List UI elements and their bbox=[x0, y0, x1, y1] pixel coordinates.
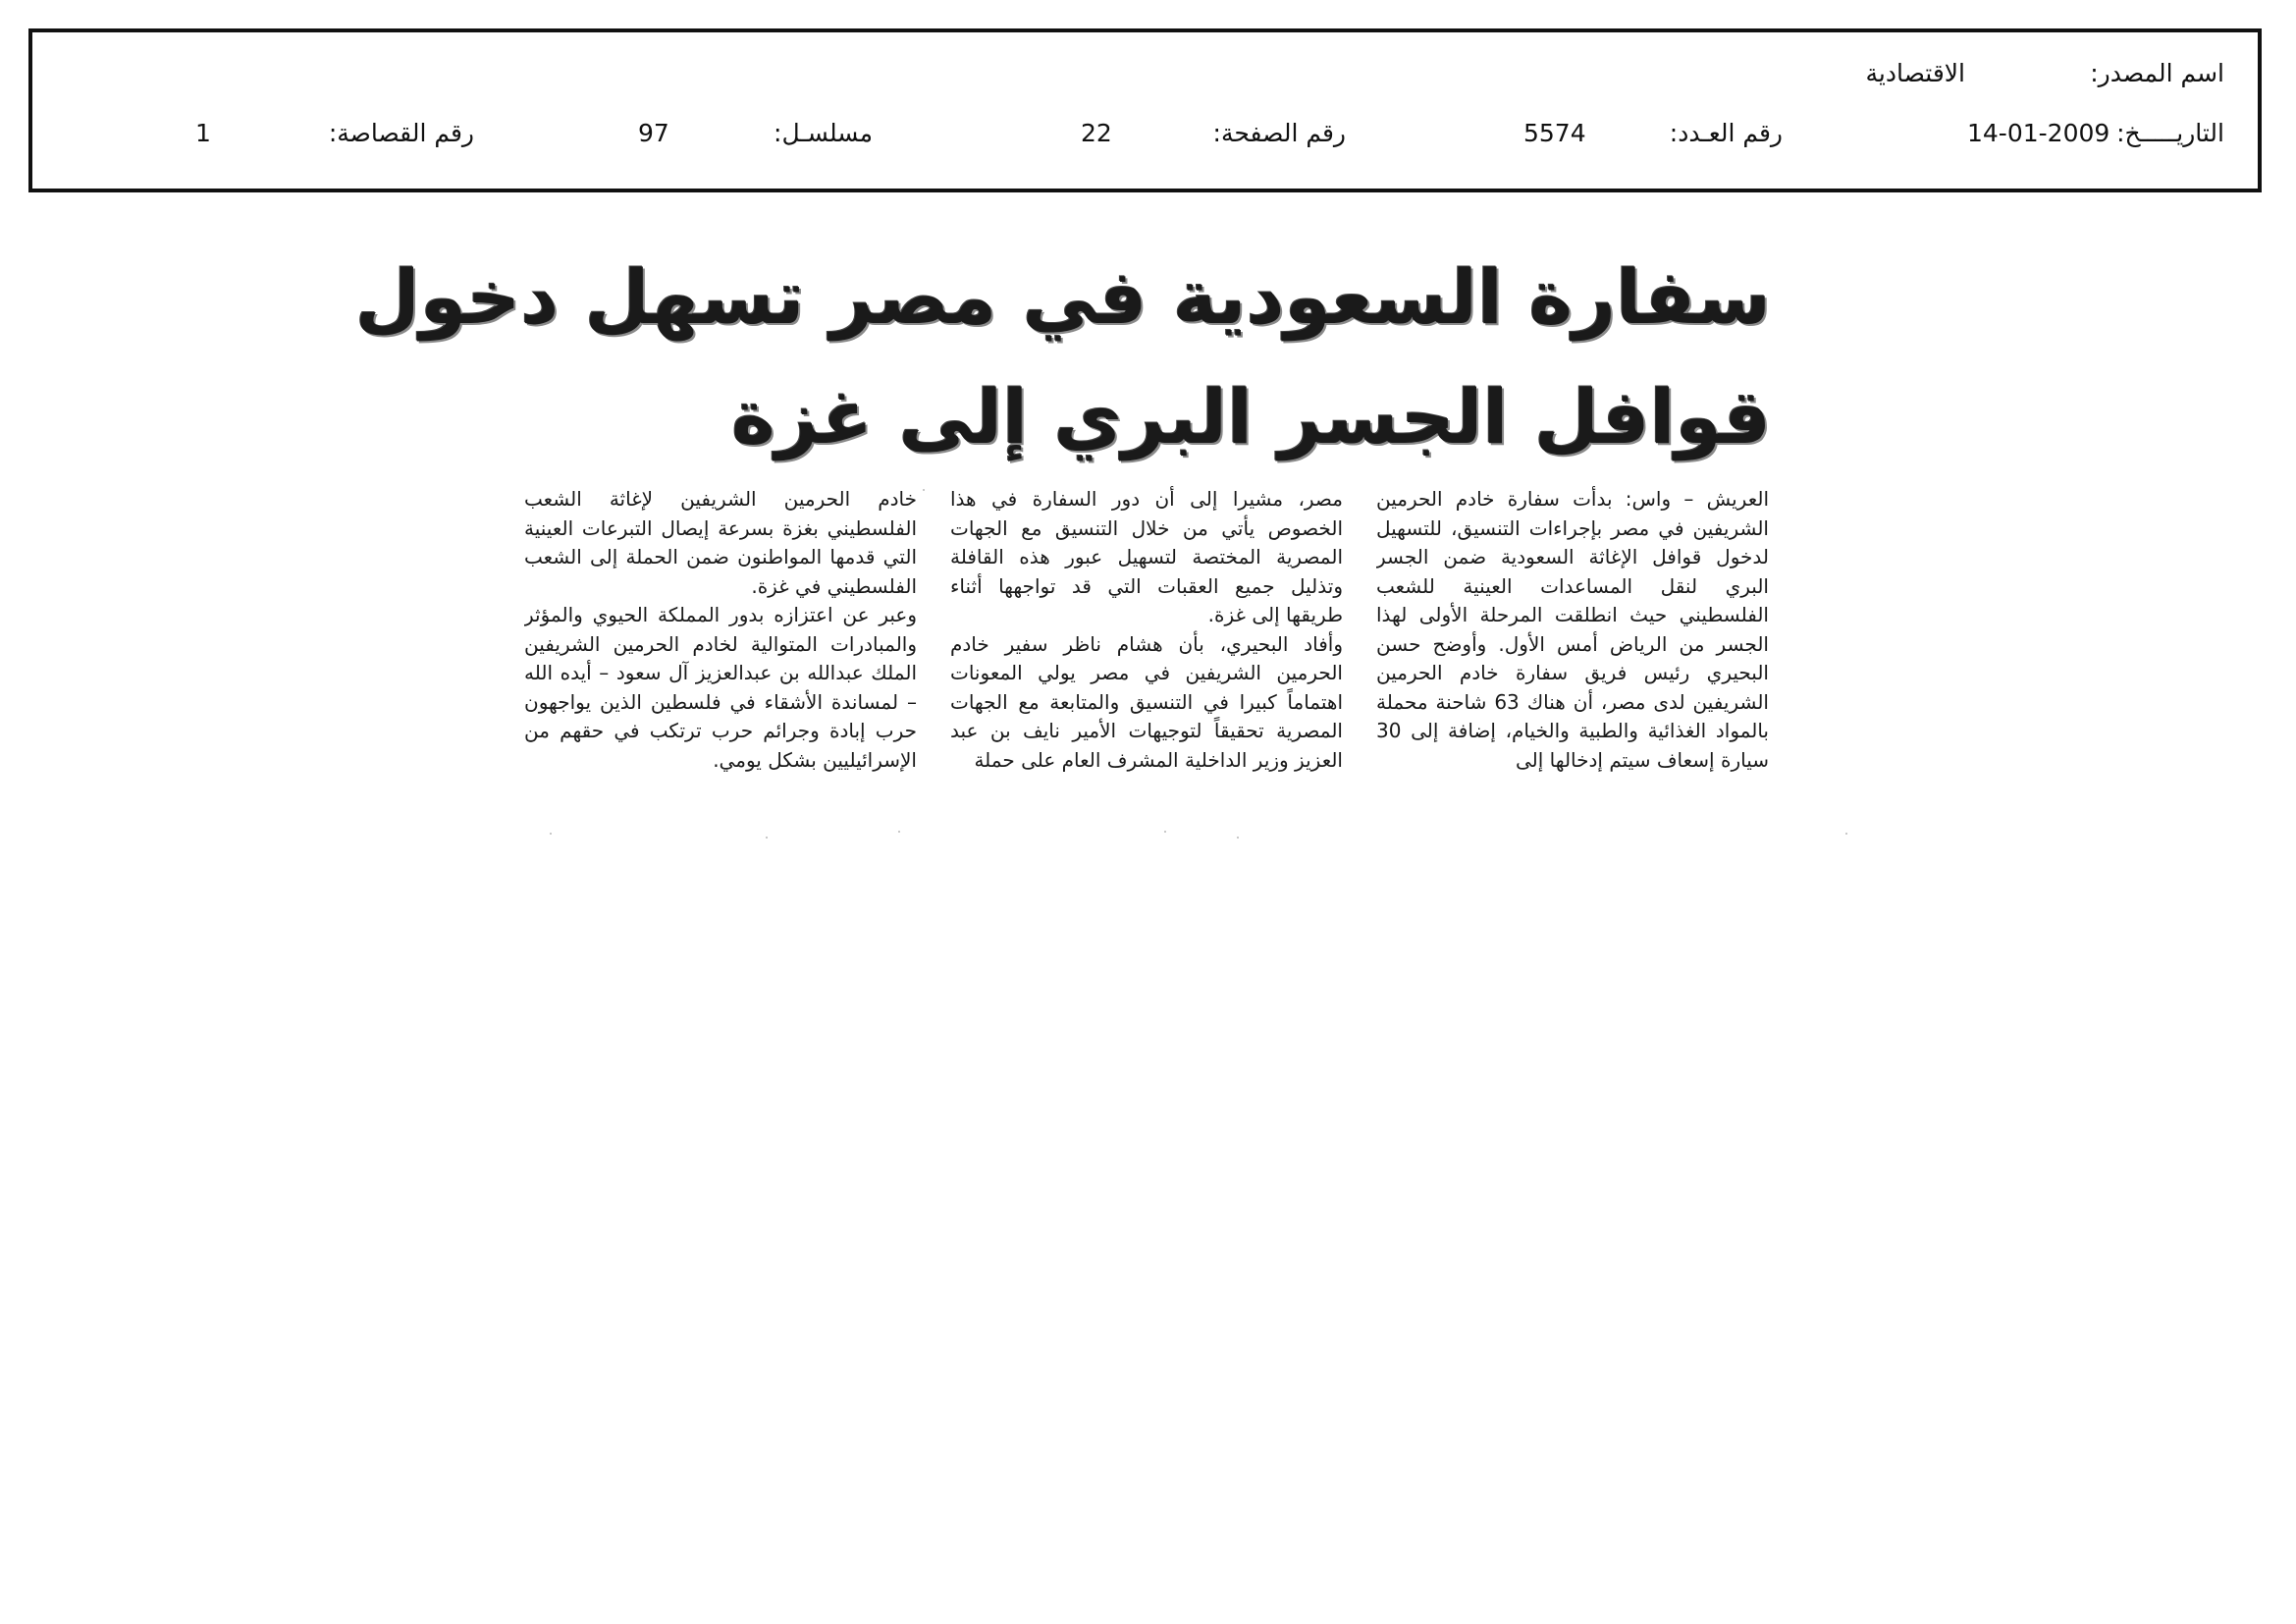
date-label: التاريـــــخ: bbox=[2116, 119, 2224, 147]
article-paragraph: وعبر عن اعتزازه بدور المملكة الحيوي والمؤثر والمبادرات المتوالية لخادم الحرمين الشريفين الملك عبدالله بن عبدالعزيز آل سعود – أيده الله – لمساندة الأشقاء في فلسطين الذين يواجهون حرب إبادة وجرائم حرب ترتكب في حقهم من الإسرائيليين بشكل يومي. bbox=[524, 603, 917, 772]
clipping-number-value: 1 bbox=[195, 119, 211, 147]
source-value: الاقتصادية bbox=[1865, 59, 1965, 87]
page-value: 22 bbox=[1081, 119, 1112, 147]
scan-speckle bbox=[1845, 833, 1847, 835]
date-value: 14-01-2009 bbox=[1967, 119, 2110, 147]
clipping-info-box bbox=[28, 28, 2262, 192]
scan-speckle bbox=[1237, 837, 1239, 839]
serial-value: 97 bbox=[638, 119, 669, 147]
article-column-3 bbox=[524, 485, 917, 834]
article-paragraph: خادم الحرمين الشريفين لإغاثة الشعب الفلسطيني بغزة بسرعة إيصال التبرعات العينية التي قدمها المواطنون ضمن الحملة إلى الشعب الفلسطيني في غزة. bbox=[524, 487, 917, 598]
article-column-1 bbox=[1376, 485, 1769, 834]
headline-line-2: قوافل الجسر البري إلى غزة bbox=[731, 373, 1771, 460]
issue-label: رقم العـدد: bbox=[1669, 119, 1783, 147]
article-paragraph: مصر، مشيرا إلى أن دور السفارة في هذا الخصوص يأتي من خلال التنسيق مع الجهات المصرية المختصة لتسهيل عبور هذه القافلة وتذليل جميع العقبات التي قد تواجهها أثناء طريقها إلى غزة. bbox=[950, 487, 1343, 626]
scan-speckle bbox=[1164, 831, 1166, 833]
issue-value: 5574 bbox=[1523, 119, 1586, 147]
scan-speckle bbox=[923, 489, 925, 491]
serial-label: مسلسـل: bbox=[774, 119, 873, 147]
article-column-2 bbox=[950, 485, 1343, 834]
scan-speckle bbox=[766, 837, 768, 839]
clipping-number-label: رقم القصاصة: bbox=[328, 119, 474, 147]
scan-speckle bbox=[898, 831, 900, 833]
headline-line-1: سفارة السعودية في مصر تسهل دخول bbox=[354, 253, 1771, 341]
article-paragraph: العريش – واس: بدأت سفارة خادم الحرمين الشريفين في مصر بإجراءات التنسيق، للتسهيل لدخول قوافل الإغاثة السعودية ضمن الجسر البري لنقل المساعدات العينية للشعب الفلسطيني حيث انطلقت المرحلة الأولى لهذا الجسر من الرياض أمس الأول. وأوضح حسن البحيري رئيس فريق سفارة خادم الحرمين الشريفين لدى مصر، أن هناك 63 شاحنة محملة بالمواد الغذائية والطبية والخيام، إضافة إلى 30 سيارة إسعاف سيتم إدخالها إلى bbox=[1376, 487, 1769, 772]
scan-speckle bbox=[550, 833, 552, 835]
article-paragraph: وأفاد البحيري، بأن هشام ناظر سفير خادم الحرمين الشريفين في مصر يولي المعونات اهتماماً كبيرا في التنسيق والمتابعة مع الجهات المصرية تحقيقاً لتوجيهات الأمير نايف بن عبد العزيز وزير الداخلية المشرف العام على حملة bbox=[950, 631, 1343, 772]
page-label: رقم الصفحة: bbox=[1212, 119, 1346, 147]
source-label: اسم المصدر: bbox=[2090, 59, 2224, 87]
